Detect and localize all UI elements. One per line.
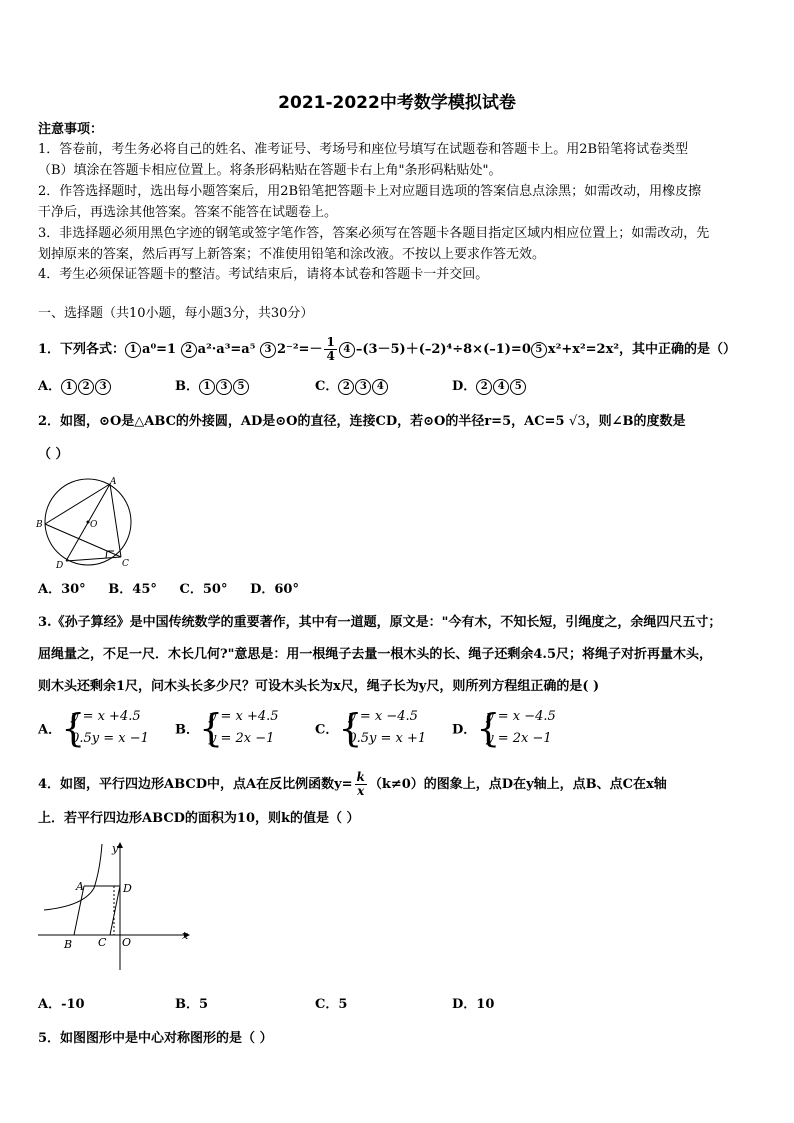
question-2: 2．如图，⊙O是△ABC的外接圆，AD是⊙O的直径，连接CD，若⊙O的半径r=5，AC=5 √3，则∠B的度数是 — [38, 414, 686, 429]
notice-line-7: 4．考生必须保证答题卡的整洁。考试结束后，请将本试卷和答题卡一并交回。 — [38, 267, 489, 282]
q1-item-4: –(3－5)＋(–2)⁴÷8×(–1)=0 — [355, 342, 531, 357]
notice-line-6: 划掉原来的答案，然后再写上新答案；不准使用铅笔和涂改液。不按以上要求作答无效。 — [38, 247, 546, 262]
fig-label-a: A — [76, 880, 84, 893]
circled-2: 2 — [181, 342, 197, 358]
notice-line-4: 干净后，再选涂其他答案。答案不能答在试题卷上。 — [38, 205, 338, 220]
q3-option-b[interactable]: B． { y = x +4.5 y = 2x −1 — [175, 706, 279, 750]
page-title: 2021-2022中考数学模拟试卷 — [278, 93, 516, 113]
q4-option-d[interactable]: D．10 — [452, 997, 495, 1012]
fig-label-d: D — [123, 882, 132, 895]
q4-option-c[interactable]: C．5 — [315, 997, 348, 1012]
q1-option-d[interactable]: D． 2 4 5 — [452, 375, 527, 395]
question-1 — [38, 336, 736, 363]
q3-option-d[interactable]: D． { y = x −4.5 y = 2x −1 — [452, 706, 556, 750]
q1-prefix: 1．下列各式： — [38, 342, 126, 357]
fig-label-d: D — [56, 561, 64, 570]
fig-label-b: B — [64, 938, 73, 951]
q3-option-a[interactable]: A． { y = x +4.5 0.5y = x −1 — [38, 706, 149, 750]
circled-4: 4 — [339, 342, 355, 358]
fig-label-c: C — [98, 936, 107, 949]
notice-line-1: 1．答卷前，考生务必将自己的姓名、准考证号、考场号和座位号填写在试题卷和答题卡上。用2B铅笔将试卷类型 — [38, 142, 689, 157]
question-4-line-1: 4．如图，平行四边形ABCD中，点A在反比例函数y= $\frac{k}{x}$ （k≠0）的图象上，点D在y轴上，点B、点C在x轴 — [38, 770, 667, 798]
circled-5: 5 — [531, 342, 547, 358]
q3-line-1: 3.《孙子算经》是中国传统数学的重要著作，其中有一道题，原文是："今有木，不知长短，引绳度之，余绳四尺五寸； — [38, 615, 722, 630]
q2-paren: （ ） — [38, 447, 69, 462]
q1-item-2: a²·a³=a⁵ — [197, 342, 256, 357]
notice-line-2: （B）填涂在答题卡相应位置上。将条形码粘贴在答题卡右上角"条形码粘贴处"。 — [38, 163, 502, 178]
q1-option-a[interactable]: A． 1 2 3 — [38, 375, 112, 395]
q4-coordinate-figure — [36, 840, 196, 974]
axis-label-y: y — [112, 842, 119, 855]
fig-label-o: O — [122, 936, 132, 949]
q1-option-c[interactable]: C． 2 3 4 — [315, 375, 389, 395]
notice-heading: 注意事项： — [38, 122, 104, 137]
circled-3: 3 — [260, 342, 276, 358]
notice-line-3: 2．作答选择题时，选出每小题答案后，用2B铅笔把答题卡上对应题目选项的答案信息点涂黑；如需改动，用橡皮擦 — [38, 184, 702, 199]
fig-label-b: B — [36, 520, 43, 530]
q4-fraction: $\frac{k}{x}$ — [356, 770, 365, 798]
q1-fraction: $\frac{1}{4}$ — [326, 335, 335, 363]
question-4-line-2: 上．若平行四边形ABCD的面积为10，则k的值是（ ） — [38, 811, 360, 826]
fig-label-a: A — [110, 477, 117, 487]
q1-option-b[interactable]: B． 1 3 5 — [175, 375, 250, 395]
circled-1: 1 — [125, 342, 141, 358]
question-5: 5．如图图形中是中心对称图形的是（ ） — [38, 1031, 273, 1046]
fig-label-o: O — [90, 520, 98, 530]
q1-item-5: x²+x²=2x² — [547, 342, 620, 357]
q3-option-c[interactable]: C． { y = x −4.5 0.5y = x +1 — [315, 706, 427, 750]
fig-label-c: C — [122, 559, 129, 569]
q3-line-2: 屈绳量之，不足一尺．木长几何?"意思是：用一根绳子去量一根木头的长、绳子还剩余4.5尺；将绳子对折再量木头， — [38, 647, 713, 662]
q2-options[interactable]: A．30° B．45° C．50° D．60° — [38, 582, 299, 597]
q1-item-1: a⁰=1 — [142, 342, 177, 357]
q3-line-3: 则木头还剩余1尺，问木头长多少尺？可设木头长为x尺，绳子长为y尺，则所列方程组正确的是( ) — [38, 679, 600, 694]
q2-circle-figure — [36, 474, 136, 570]
q4-option-a[interactable]: A．-10 — [38, 997, 85, 1012]
q1-item-3: 2⁻²=－ — [276, 342, 323, 357]
notice-line-5: 3．非选择题必须用黑色字迹的钢笔或签字笔作答，答案必须写在答题卡各题目指定区域内相应位置上；如需改动，先 — [38, 226, 710, 241]
axis-label-x: x — [182, 929, 189, 942]
sqrt-3: √3 — [569, 414, 586, 429]
q1-suffix: ，其中正确的是（） — [619, 342, 737, 357]
q4-option-b[interactable]: B．5 — [175, 997, 209, 1012]
section-heading: 一、选择题（共10小题，每小题3分，共30分） — [38, 306, 314, 321]
